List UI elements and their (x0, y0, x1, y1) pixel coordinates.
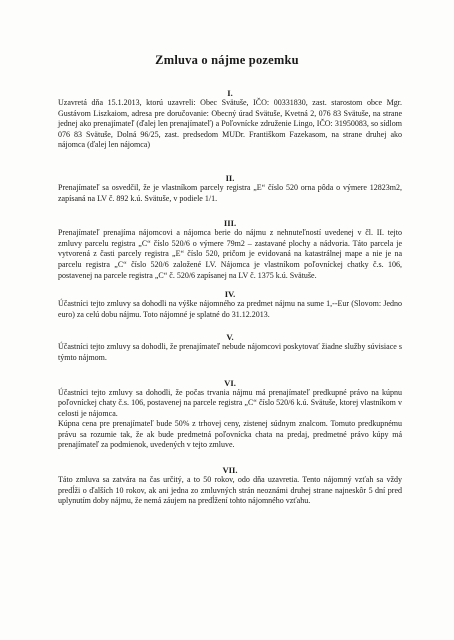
section-number-3: III. (223, 218, 237, 229)
document-title: Zmluva o nájme pozemku (155, 53, 299, 67)
section-number-6: VI. (224, 377, 236, 388)
section-number-4: IV. (224, 289, 236, 300)
section-text-1: Uzavretá dňa 15.1.2013, ktorú uzavreli: Obec Svätuše, IČO: 00331830, zast. starostom obce Mgr. Gustávom Liszkaiom, adresa pre doručovanie: Obecný úrad Svätuše, Kvetná 2, 076 83 Svätuše, na strane jednej ako prenajímateľ (ďalej len prenajímateľ) a Poľovnícke združenie Lingo, IČO: 31950083, so sídlom 076 83 Svätuše, Dolná 96/25, zast. predsedom MUDr. Františkom Fazekasom, na strane druhej ako nájomca (ďalej len nájomca) (58, 98, 402, 150)
section-text-5: Účastníci tejto zmluvy sa dohodli, že prenajímateľ nebude nájomcovi poskytovať žiadne služby súvisiace s týmto nájmom. (58, 342, 402, 362)
section-text-3: Prenajímateľ prenajíma nájomcovi a nájomca berie do nájmu z nehnuteľností uvedenej v čl. II. tejto zmluvy parcelu registra „C“ číslo 520/6 o výmere 79m2 – zastavané plochy a nádvoria. Táto parcela je vytvorená z časti parcely registra „E“ číslo 520, pričom je evidovaná na katastrálnej mape a nie je na parcelu registra „C“ číslo 520/6 založené LV. Nájomca je vlastníkom poľovníckej chatky č.s. 106, postavenej na parcele registra „C“ č. 520/6 zapísanej na LV č. 1375 k.ú. Svätuše. (58, 228, 402, 280)
section-text-6b: Kúpna cena pre prenajímateľ bude 50% z trhovej ceny, zistenej súdnym znalcom. Tomuto predkupnému právu sa rozumie tak, že ak bude predmetná poľovnícka chata na predaj, predmetné právo kúpy má prenajímateľ za podmienok, uvedených v tejto zmluve. (58, 419, 402, 450)
section-number-7: VII. (222, 465, 238, 476)
document-body (58, 88, 402, 507)
section-text-6: Účastníci tejto zmluvy sa dohodli, že počas trvania nájmu má prenajímateľ predkupné právo na kúpnu poľovníckej chaty č.s. 106, postavenej na parcele registra „C“ číslo 520/6 k.ú. Svätuše, ktorej vlastníkom v celosti je nájomca. (58, 387, 402, 418)
section-text-2: Prenajímateľ sa osvedčil, že je vlastníkom parcely registra „E“ číslo 520 ornа pôda o výmere 12823m2, zapísaná na LV č. 892 k.ú. Svätuše, v podiele 1/1. (58, 182, 402, 203)
section-text-4: Účastníci tejto zmluvy sa dohodli na výške nájomného za predmet nájmu na sume 1,--Eur (Slovom: Jedno euro) za celú dobu nájmu. Toto nájomné je splatné do 31.12.2013. (58, 299, 402, 319)
section-number-5: V. (226, 332, 234, 343)
section-number-1: I. (227, 88, 233, 98)
section-text-7: Táto zmluva sa zatvára na čas určitý, a to 50 rokov, odo dňa uzavretia. Tento nájomný vzťah sa vždy predĺži o ďalších 10 rokov, ak ani jedna zo zmluvných strán neoznámi druhej strane najneskôr 5 dní pred uplynutím doby nájmu, že nemá záujem na predĺžení tohto nájomného vzťahu. (58, 475, 402, 506)
section-number-2: II. (225, 172, 235, 183)
